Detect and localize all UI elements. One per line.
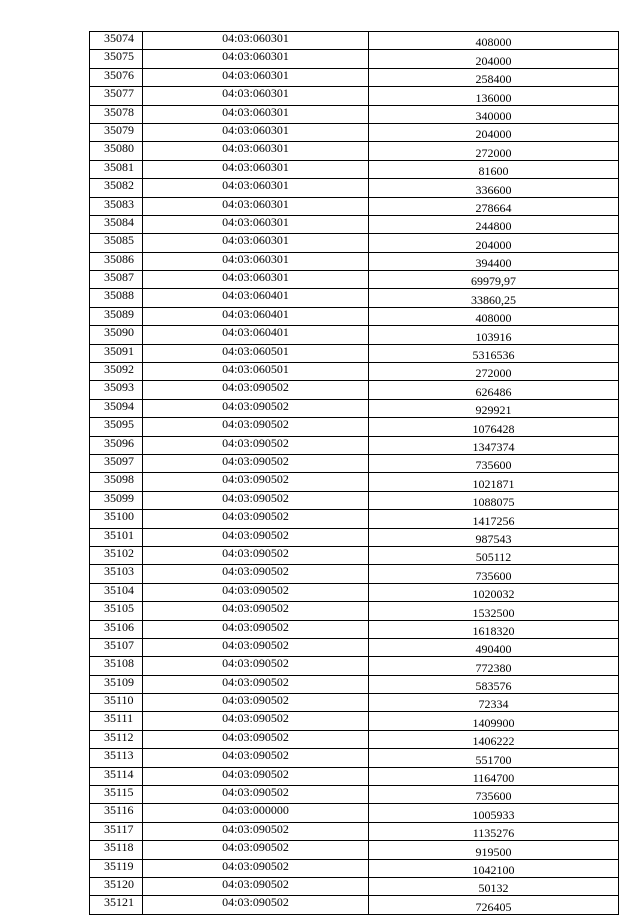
amount-cell: 1020032: [369, 583, 619, 601]
row-number-cell: 35103: [90, 565, 143, 583]
table-row: [90, 620, 619, 638]
amount-cell: 772380: [369, 657, 619, 675]
row-number-cell: 35081: [90, 160, 143, 178]
amount-cell: 505112: [369, 546, 619, 564]
table-row: [90, 822, 619, 840]
amount-cell: 735600: [369, 454, 619, 472]
table-row: [90, 638, 619, 656]
row-number-cell: 35080: [90, 142, 143, 160]
amount-cell: 394400: [369, 252, 619, 270]
code-cell: 04:03:090502: [143, 602, 369, 620]
table-row: [90, 602, 619, 620]
amount-cell: 726405: [369, 896, 619, 914]
table-row: [90, 87, 619, 105]
code-cell: 04:03:000000: [143, 804, 369, 822]
amount-cell: 1532500: [369, 602, 619, 620]
row-number-cell: 35088: [90, 289, 143, 307]
table-row: [90, 473, 619, 491]
row-number-cell: 35118: [90, 841, 143, 859]
amount-cell: 272000: [369, 363, 619, 381]
table-row: [90, 399, 619, 417]
code-cell: 04:03:090502: [143, 822, 369, 840]
row-number-cell: 35111: [90, 712, 143, 730]
amount-cell: 583576: [369, 675, 619, 693]
table-body: [90, 32, 619, 915]
table-row: [90, 896, 619, 914]
amount-cell: 408000: [369, 307, 619, 325]
code-cell: 04:03:090502: [143, 712, 369, 730]
row-number-cell: 35112: [90, 730, 143, 748]
code-cell: 04:03:090502: [143, 657, 369, 675]
row-number-cell: 35089: [90, 307, 143, 325]
table-row: [90, 712, 619, 730]
code-cell: 04:03:060301: [143, 215, 369, 233]
table-row: [90, 215, 619, 233]
amount-cell: 987543: [369, 528, 619, 546]
table-row: [90, 546, 619, 564]
amount-cell: 1135276: [369, 822, 619, 840]
table-row: [90, 583, 619, 601]
amount-cell: 490400: [369, 638, 619, 656]
row-number-cell: 35115: [90, 786, 143, 804]
row-number-cell: 35087: [90, 271, 143, 289]
amount-cell: 919500: [369, 841, 619, 859]
row-number-cell: 35075: [90, 50, 143, 68]
code-cell: 04:03:060301: [143, 87, 369, 105]
table-row: [90, 179, 619, 197]
code-cell: 04:03:060401: [143, 326, 369, 344]
table-row: [90, 749, 619, 767]
table-row: [90, 859, 619, 877]
table-row: [90, 381, 619, 399]
amount-cell: 244800: [369, 215, 619, 233]
table-row: [90, 694, 619, 712]
table-row: [90, 528, 619, 546]
code-cell: 04:03:090502: [143, 786, 369, 804]
table-row: [90, 32, 619, 50]
code-cell: 04:03:090502: [143, 896, 369, 914]
amount-cell: 204000: [369, 234, 619, 252]
row-number-cell: 35079: [90, 123, 143, 141]
table-row: [90, 344, 619, 362]
row-number-cell: 35077: [90, 87, 143, 105]
table-row: [90, 68, 619, 86]
table-row: [90, 123, 619, 141]
amount-cell: 336600: [369, 179, 619, 197]
amount-cell: 258400: [369, 68, 619, 86]
table-row: [90, 50, 619, 68]
row-number-cell: 35084: [90, 215, 143, 233]
amount-cell: 103916: [369, 326, 619, 344]
code-cell: 04:03:060301: [143, 105, 369, 123]
row-number-cell: 35113: [90, 749, 143, 767]
table-row: [90, 454, 619, 472]
code-cell: 04:03:060301: [143, 234, 369, 252]
row-number-cell: 35117: [90, 822, 143, 840]
table-row: [90, 326, 619, 344]
row-number-cell: 35095: [90, 418, 143, 436]
row-number-cell: 35092: [90, 363, 143, 381]
code-cell: 04:03:060301: [143, 68, 369, 86]
table-row: [90, 510, 619, 528]
row-number-cell: 35121: [90, 896, 143, 914]
code-cell: 04:03:060301: [143, 197, 369, 215]
amount-cell: 929921: [369, 399, 619, 417]
amount-cell: 50132: [369, 877, 619, 895]
table-row: [90, 289, 619, 307]
amount-cell: 408000: [369, 32, 619, 50]
code-cell: 04:03:090502: [143, 859, 369, 877]
row-number-cell: 35099: [90, 491, 143, 509]
amount-cell: 1347374: [369, 436, 619, 454]
code-cell: 04:03:090502: [143, 675, 369, 693]
row-number-cell: 35107: [90, 638, 143, 656]
code-cell: 04:03:060501: [143, 363, 369, 381]
code-cell: 04:03:090502: [143, 694, 369, 712]
code-cell: 04:03:090502: [143, 510, 369, 528]
table-row: [90, 786, 619, 804]
table-row: [90, 105, 619, 123]
amount-cell: 1042100: [369, 859, 619, 877]
amount-cell: 136000: [369, 87, 619, 105]
code-cell: 04:03:090502: [143, 638, 369, 656]
row-number-cell: 35097: [90, 454, 143, 472]
amount-cell: 33860,25: [369, 289, 619, 307]
row-number-cell: 35119: [90, 859, 143, 877]
code-cell: 04:03:090502: [143, 381, 369, 399]
row-number-cell: 35082: [90, 179, 143, 197]
table-row: [90, 307, 619, 325]
code-cell: 04:03:090502: [143, 454, 369, 472]
code-cell: 04:03:060301: [143, 252, 369, 270]
amount-cell: 735600: [369, 565, 619, 583]
code-cell: 04:03:060301: [143, 160, 369, 178]
amount-cell: 1021871: [369, 473, 619, 491]
code-cell: 04:03:090502: [143, 583, 369, 601]
amount-cell: 272000: [369, 142, 619, 160]
table-row: [90, 804, 619, 822]
amount-cell: 1409900: [369, 712, 619, 730]
table-row: [90, 675, 619, 693]
table-row: [90, 491, 619, 509]
table-row: [90, 767, 619, 785]
row-number-cell: 35096: [90, 436, 143, 454]
amount-cell: 1618320: [369, 620, 619, 638]
row-number-cell: 35090: [90, 326, 143, 344]
amount-cell: 735600: [369, 786, 619, 804]
amount-cell: 204000: [369, 50, 619, 68]
row-number-cell: 35101: [90, 528, 143, 546]
row-number-cell: 35083: [90, 197, 143, 215]
row-number-cell: 35098: [90, 473, 143, 491]
table-row: [90, 730, 619, 748]
table-row: [90, 142, 619, 160]
row-number-cell: 35091: [90, 344, 143, 362]
amount-cell: 278664: [369, 197, 619, 215]
row-number-cell: 35074: [90, 32, 143, 50]
table-row: [90, 252, 619, 270]
amount-cell: 340000: [369, 105, 619, 123]
table-row: [90, 841, 619, 859]
code-cell: 04:03:090502: [143, 565, 369, 583]
code-cell: 04:03:090502: [143, 436, 369, 454]
table-row: [90, 363, 619, 381]
row-number-cell: 35108: [90, 657, 143, 675]
table-row: [90, 436, 619, 454]
amount-cell: 1406222: [369, 730, 619, 748]
row-number-cell: 35110: [90, 694, 143, 712]
code-cell: 04:03:090502: [143, 546, 369, 564]
row-number-cell: 35085: [90, 234, 143, 252]
row-number-cell: 35104: [90, 583, 143, 601]
row-number-cell: 35109: [90, 675, 143, 693]
code-cell: 04:03:090502: [143, 620, 369, 638]
amount-cell: 69979,97: [369, 271, 619, 289]
amount-cell: 1005933: [369, 804, 619, 822]
row-number-cell: 35086: [90, 252, 143, 270]
row-number-cell: 35105: [90, 602, 143, 620]
amount-cell: 1417256: [369, 510, 619, 528]
code-cell: 04:03:090502: [143, 730, 369, 748]
code-cell: 04:03:060401: [143, 289, 369, 307]
code-cell: 04:03:090502: [143, 841, 369, 859]
code-cell: 04:03:060301: [143, 123, 369, 141]
amount-cell: 626486: [369, 381, 619, 399]
code-cell: 04:03:090502: [143, 877, 369, 895]
code-cell: 04:03:060301: [143, 32, 369, 50]
row-number-cell: 35076: [90, 68, 143, 86]
code-cell: 04:03:090502: [143, 767, 369, 785]
row-number-cell: 35100: [90, 510, 143, 528]
row-number-cell: 35106: [90, 620, 143, 638]
row-number-cell: 35093: [90, 381, 143, 399]
amount-cell: 81600: [369, 160, 619, 178]
table-row: [90, 271, 619, 289]
row-number-cell: 35114: [90, 767, 143, 785]
table-row: [90, 565, 619, 583]
amount-cell: 204000: [369, 123, 619, 141]
row-number-cell: 35094: [90, 399, 143, 417]
code-cell: 04:03:060301: [143, 50, 369, 68]
table-row: [90, 234, 619, 252]
row-number-cell: 35102: [90, 546, 143, 564]
code-cell: 04:03:060301: [143, 179, 369, 197]
amount-cell: 1088075: [369, 491, 619, 509]
table-row: [90, 877, 619, 895]
row-number-cell: 35116: [90, 804, 143, 822]
table-row: [90, 197, 619, 215]
code-cell: 04:03:090502: [143, 418, 369, 436]
amount-cell: 72334: [369, 694, 619, 712]
amount-cell: 1164700: [369, 767, 619, 785]
code-cell: 04:03:090502: [143, 528, 369, 546]
code-cell: 04:03:090502: [143, 749, 369, 767]
data-table: [89, 31, 619, 915]
table-row: [90, 657, 619, 675]
row-number-cell: 35078: [90, 105, 143, 123]
code-cell: 04:03:090502: [143, 473, 369, 491]
code-cell: 04:03:060301: [143, 142, 369, 160]
code-cell: 04:03:060501: [143, 344, 369, 362]
code-cell: 04:03:060401: [143, 307, 369, 325]
amount-cell: 1076428: [369, 418, 619, 436]
table-row: [90, 160, 619, 178]
code-cell: 04:03:090502: [143, 399, 369, 417]
code-cell: 04:03:090502: [143, 491, 369, 509]
code-cell: 04:03:060301: [143, 271, 369, 289]
amount-cell: 551700: [369, 749, 619, 767]
row-number-cell: 35120: [90, 877, 143, 895]
amount-cell: 5316536: [369, 344, 619, 362]
table-row: [90, 418, 619, 436]
